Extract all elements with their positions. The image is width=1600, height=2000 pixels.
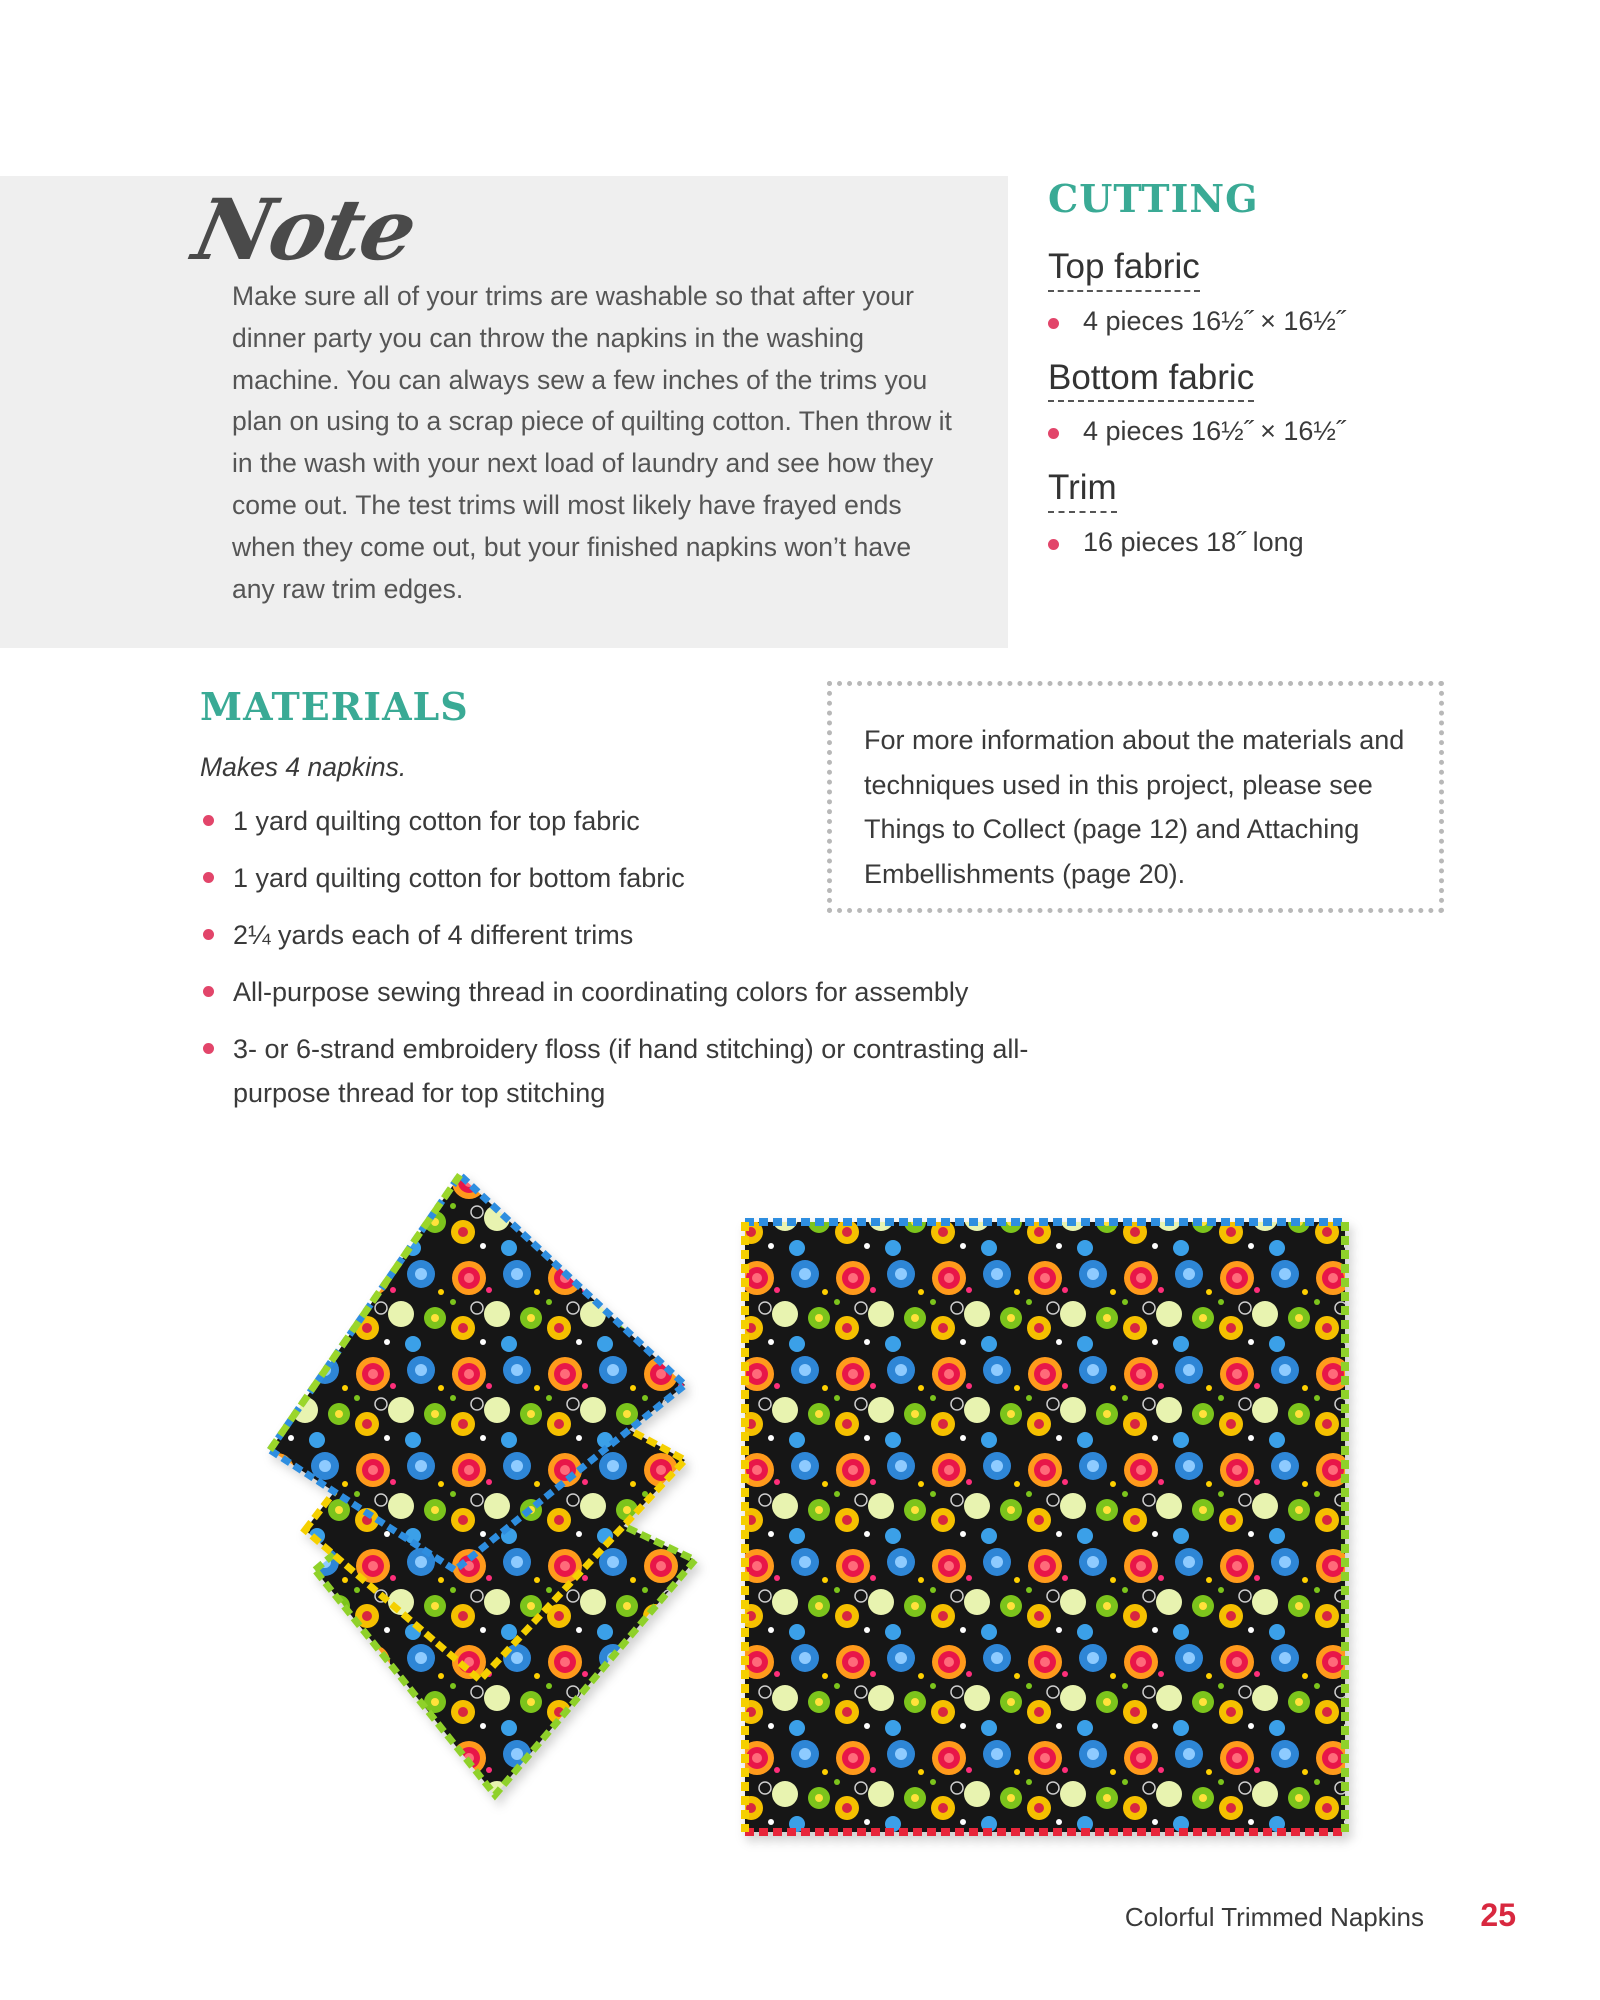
page-number: 25 bbox=[1480, 1897, 1516, 1933]
cutting-item-text: 4 pieces 16½˝ × 16½˝ bbox=[1083, 305, 1345, 336]
list-item bbox=[1048, 306, 1448, 337]
materials-item-text: 1 yard quilting cotton for top fabric bbox=[233, 806, 640, 836]
cutting-item-text: 16 pieces 18˝ long bbox=[1083, 526, 1304, 557]
note-text: Make sure all of your trims are washable so that after your dinner party you can throw the napkins in the washing machine. You can always sew a few inches of the trims you plan on using to a scrap piece of quilting cotton. Then throw it in the wash with your next load of laundry and see how they come out. The test trims will most likely have frayed ends when they come out, but your finished napkins won’t have any raw trim edges. bbox=[232, 281, 952, 604]
cutting-item-text: 4 pieces 16½˝ × 16½˝ bbox=[1083, 416, 1345, 446]
list-item bbox=[1048, 527, 1448, 558]
materials-item-text: 2¼ yards each of 4 different trims bbox=[233, 920, 634, 950]
cutting-group-top-fabric bbox=[1048, 248, 1448, 337]
cutting-group-bottom-fabric bbox=[1048, 359, 1448, 448]
cutting-group-title: Bottom fabric bbox=[1048, 359, 1254, 403]
cutting-heading: CUTTING bbox=[1048, 176, 1259, 221]
bullet-icon bbox=[203, 929, 214, 940]
cutting-section bbox=[1048, 176, 1448, 558]
napkins-photo bbox=[255, 1160, 1375, 1920]
cutting-group-trim bbox=[1048, 469, 1448, 558]
cutting-list bbox=[1048, 306, 1448, 337]
bullet-icon bbox=[203, 986, 214, 997]
bullet-icon bbox=[1048, 318, 1059, 329]
bullet-icon bbox=[203, 815, 214, 826]
materials-heading: MATERIALS bbox=[200, 684, 469, 729]
flat-napkin bbox=[745, 1222, 1345, 1832]
bullet-icon bbox=[1048, 428, 1059, 439]
bullet-icon bbox=[203, 1043, 214, 1054]
list-item bbox=[200, 1027, 1073, 1115]
list-item bbox=[200, 970, 1100, 1014]
list-item bbox=[200, 913, 1100, 957]
cutting-group-title: Trim bbox=[1048, 469, 1117, 513]
materials-yield: Makes 4 napkins. bbox=[200, 752, 407, 782]
materials-item-text: 1 yard quilting cotton for bottom fabric bbox=[233, 863, 685, 893]
stacked-napkins bbox=[270, 1175, 695, 1795]
materials-item-text: All-purpose sewing thread in coordinating colors for assembly bbox=[233, 977, 969, 1007]
info-box bbox=[827, 681, 1444, 913]
cutting-group-title: Top fabric bbox=[1048, 248, 1200, 292]
cutting-list bbox=[1048, 527, 1448, 558]
materials-item-text: 3- or 6-strand embroidery floss (if hand stitching) or contrasting all-purpose thread for top stitching bbox=[233, 1034, 1029, 1108]
list-item bbox=[1048, 416, 1448, 447]
bullet-icon bbox=[203, 872, 214, 883]
info-box-text: For more information about the materials and techniques used in this project, please see Things to Collect (page 12) and Attaching Embellishments (page 20). bbox=[864, 725, 1405, 889]
bullet-icon bbox=[1048, 539, 1059, 550]
note-title: Note bbox=[185, 180, 424, 279]
cutting-list bbox=[1048, 416, 1448, 447]
footer-title: Colorful Trimmed Napkins bbox=[1124, 1902, 1424, 1932]
